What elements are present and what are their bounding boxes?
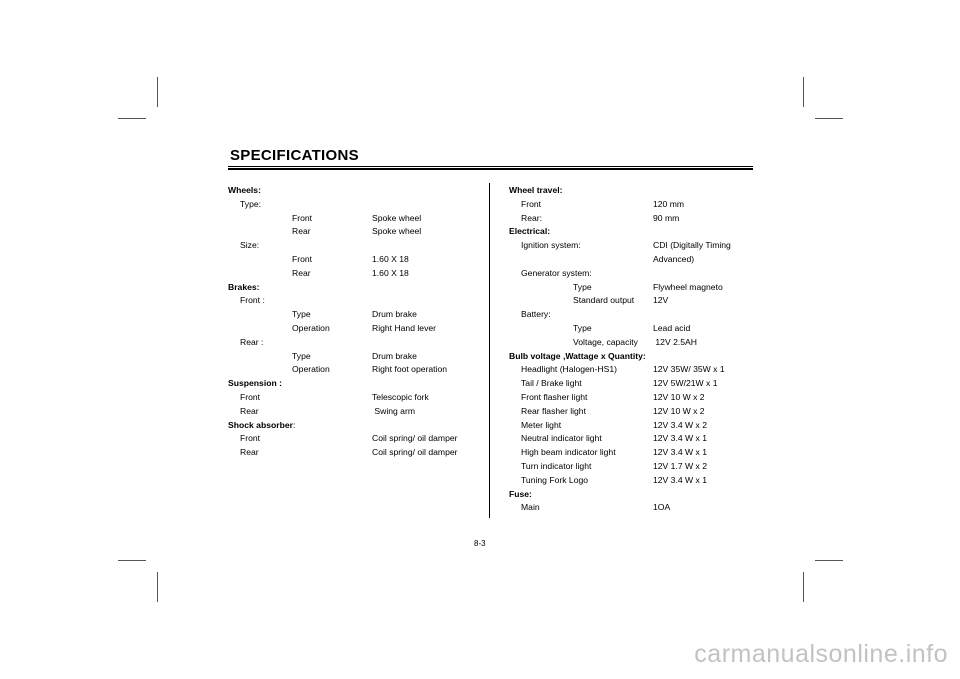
- spec-value: 12V 3.4 W x 1: [653, 474, 707, 485]
- spec-row: [509, 432, 759, 446]
- spec-label: Front: [240, 433, 261, 444]
- spec-label: Type: [573, 281, 592, 292]
- spec-label: Neutral indicator light: [521, 433, 602, 444]
- spec-value: 12V 3.4 W x 1: [653, 447, 707, 458]
- spec-value: Right Hand lever: [372, 322, 437, 333]
- spec-label: Front :: [240, 295, 265, 306]
- crop-mark: [118, 560, 146, 561]
- spec-row: [228, 446, 483, 460]
- spec-value: 12V 2.5AH: [653, 336, 697, 347]
- spec-label: Type: [292, 350, 311, 361]
- spec-label: Main: [521, 502, 540, 513]
- spec-label: Operation: [292, 322, 330, 333]
- spec-label: Rear :: [240, 336, 264, 347]
- page-title: SPECIFICATIONS: [230, 147, 359, 164]
- spec-value: 90 mm: [653, 212, 680, 223]
- spec-label: Tuning Fork Logo: [521, 474, 589, 485]
- spec-label: Rear: [240, 405, 259, 416]
- spec-row: [228, 432, 483, 446]
- spec-label: Front: [292, 253, 313, 264]
- spec-value: Coil spring/ oil damper: [372, 433, 458, 444]
- spec-label: Rear: [292, 267, 311, 278]
- brakes-heading: Brakes:: [228, 281, 260, 292]
- spec-value: 1OA: [653, 502, 671, 513]
- left-column: [228, 184, 483, 460]
- spec-value: Lead acid: [653, 322, 691, 333]
- spec-row: [228, 391, 483, 405]
- crop-mark: [157, 77, 158, 107]
- spec-row: [509, 474, 759, 488]
- spec-label: Type:: [240, 198, 262, 209]
- crop-mark: [803, 572, 804, 602]
- spec-value: 120 mm: [653, 198, 685, 209]
- spec-row: [509, 405, 759, 419]
- spec-value: Right foot operation: [372, 364, 448, 375]
- spec-row: [228, 363, 483, 377]
- crop-mark: [157, 572, 158, 602]
- spec-row: [228, 225, 483, 239]
- spec-value: 1.60 X 18: [372, 253, 409, 264]
- spec-row: [228, 308, 483, 322]
- spec-value: 12V 10 W x 2: [653, 391, 705, 402]
- spec-value: 12V 35W/ 35W x 1: [653, 364, 725, 375]
- spec-row: [509, 198, 759, 212]
- electrical-heading: Electrical:: [509, 226, 551, 237]
- spec-value: Spoke wheel: [372, 212, 422, 223]
- spec-value: 1.60 X 18: [372, 267, 409, 278]
- spec-label: Turn indicator light: [521, 460, 592, 471]
- spec-row: [228, 405, 483, 419]
- spec-value: Flywheel magneto: [653, 281, 723, 292]
- column-divider: [489, 183, 490, 518]
- spec-label: Operation: [292, 364, 330, 375]
- spec-label: Type: [292, 309, 311, 320]
- spec-label: Rear:: [521, 212, 543, 223]
- spec-label: Front flasher light: [521, 391, 588, 402]
- spec-label: Ignition system:: [521, 240, 581, 251]
- spec-value: 12V 3.4 W x 1: [653, 433, 707, 444]
- shock-absorber-heading-text: Shock absorber: [228, 419, 293, 430]
- spec-row: [228, 322, 483, 336]
- spec-value: CDI (Digitally Timing: [653, 240, 731, 251]
- spec-row: [509, 212, 759, 226]
- spec-value: Advanced): [653, 253, 695, 264]
- right-column: [509, 184, 759, 515]
- spec-row: [509, 336, 759, 350]
- spec-label: Headlight (Halogen-HS1): [521, 364, 618, 375]
- spec-value: 12V 3.4 W x 2: [653, 419, 707, 430]
- crop-mark: [118, 118, 146, 119]
- spec-row: [509, 377, 759, 391]
- spec-row: [509, 363, 759, 377]
- spec-value: 12V: [653, 295, 669, 306]
- crop-mark: [815, 560, 843, 561]
- spec-row: [228, 267, 483, 281]
- heading-colon: :: [292, 419, 296, 430]
- spec-label: Size:: [240, 240, 260, 251]
- spec-label: Front: [240, 391, 261, 402]
- shock-absorber-heading: [228, 419, 295, 433]
- spec-row: [509, 419, 759, 433]
- spec-row: [509, 281, 759, 295]
- spec-value: 12V 1.7 W x 2: [653, 460, 707, 471]
- page-number: 8-3: [474, 539, 486, 548]
- spec-label: Front: [521, 198, 542, 209]
- spec-row: [228, 212, 483, 226]
- spec-row: [228, 350, 483, 364]
- spec-label: Meter light: [521, 419, 562, 430]
- spec-row: [509, 239, 759, 253]
- bulbs-heading: Bulb voltage ,Wattage x Quantity:: [509, 350, 646, 361]
- spec-value: Telescopic fork: [372, 391, 429, 402]
- spec-row: [228, 253, 483, 267]
- spec-label: Standard output: [573, 295, 635, 306]
- spec-label: Rear: [240, 447, 259, 458]
- spec-row: [509, 322, 759, 336]
- fuse-heading: Fuse:: [509, 488, 532, 499]
- spec-label: Battery:: [521, 309, 551, 320]
- crop-mark: [815, 118, 843, 119]
- wheel-travel-heading: Wheel travel:: [509, 185, 563, 195]
- wheels-heading: Wheels:: [228, 185, 261, 195]
- spec-label: Rear: [292, 226, 311, 237]
- spec-label: Type: [573, 322, 592, 333]
- spec-row: [509, 294, 759, 308]
- spec-row: [509, 460, 759, 474]
- title-rule: [228, 168, 753, 170]
- spec-value: 12V 10 W x 2: [653, 405, 705, 416]
- spec-label: High beam indicator light: [521, 447, 616, 458]
- crop-mark: [803, 77, 804, 107]
- spec-label: Front: [292, 212, 313, 223]
- spec-row: [509, 501, 759, 515]
- spec-value: Drum brake: [372, 350, 417, 361]
- title-rule: [228, 166, 753, 167]
- spec-value: Drum brake: [372, 309, 417, 320]
- spec-label: Rear flasher light: [521, 405, 586, 416]
- suspension-heading: Suspension :: [228, 378, 282, 389]
- spec-row: [509, 391, 759, 405]
- spec-label: Generator system:: [521, 267, 592, 278]
- watermark[interactable]: carmanualsonline.info: [694, 640, 948, 668]
- spec-value: Coil spring/ oil damper: [372, 447, 458, 458]
- spec-value: 12V 5W/21W x 1: [653, 378, 718, 389]
- spec-row: [509, 446, 759, 460]
- spec-value: Spoke wheel: [372, 226, 422, 237]
- spec-label: Voltage, capacity: [573, 336, 638, 347]
- spec-value: Swing arm: [372, 405, 415, 416]
- section-heading: [228, 184, 483, 198]
- spec-label: Tail / Brake light: [521, 378, 582, 389]
